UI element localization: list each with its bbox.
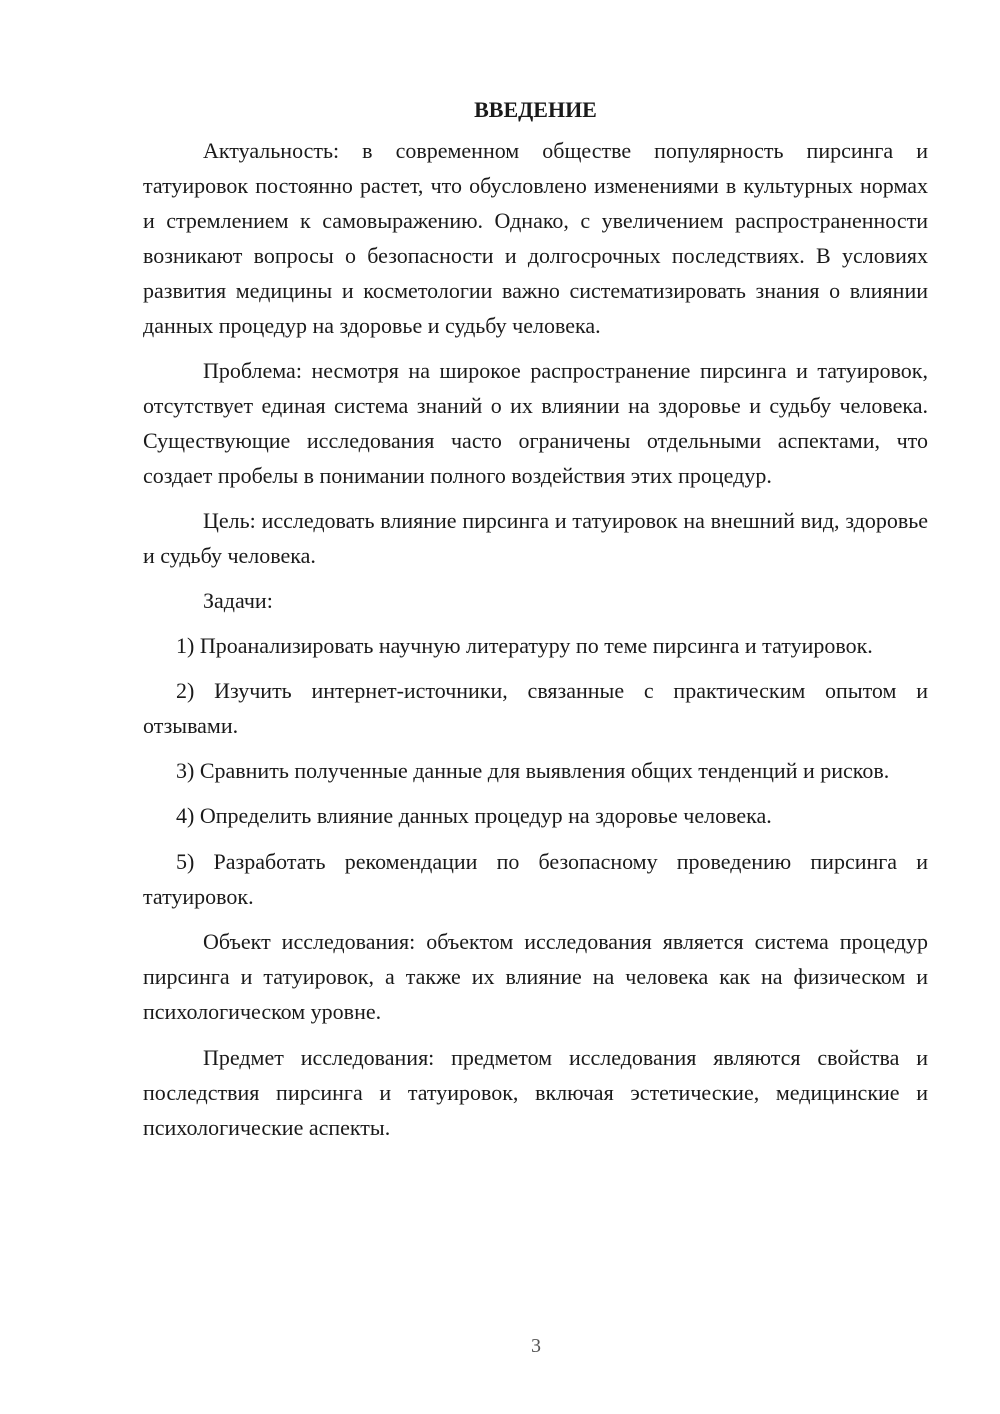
page-content	[143, 92, 928, 1145]
section-title: ВВЕДЕНИЕ	[474, 97, 597, 122]
task-item: 2) Изучить интернет-источники, связанные с практическим опытом и отзывами.	[143, 678, 928, 738]
paragraph-object: Объект исследования: объектом исследования является система процедур пирсинга и татуировок, а также их влияние на человека как на физическом и психологическом уровне.	[143, 929, 928, 1024]
paragraph-tasks-heading: Задачи:	[203, 588, 273, 613]
paragraph-relevance: Актуальность: в современном обществе популярность пирсинга и татуировок постоянно растет, что обусловлено изменениями в культурных нормах и стремлением к самовыражению. Однако, с увеличением распространенности возникают вопросы о безопасности и долгосрочных последствиях. В условиях развития медицины и косметологии важно систематизировать знания о влиянии данных процедур на здоровье и судьбу человека.	[143, 138, 928, 338]
paragraph-subject: Предмет исследования: предметом исследования являются свойства и последствия пирсинга и татуировок, включая эстетические, медицинские и психологические аспекты.	[143, 1045, 928, 1140]
task-item: 3) Сравнить полученные данные для выявления общих тенденций и рисков.	[176, 758, 890, 783]
paragraph-goal: Цель: исследовать влияние пирсинга и татуировок на внешний вид, здоровье и судьбу человека.	[143, 508, 928, 568]
page-number: 3	[531, 1335, 541, 1357]
task-item: 5) Разработать рекомендации по безопасному проведению пирсинга и татуировок.	[143, 849, 928, 909]
task-item: 4) Определить влияние данных процедур на здоровье человека.	[176, 803, 772, 828]
task-item: 1) Проанализировать научную литературу по теме пирсинга и татуировок.	[176, 633, 873, 658]
paragraph-problem: Проблема: несмотря на широкое распространение пирсинга и татуировок, отсутствует единая система знаний о их влиянии на здоровье и судьбу человека. Существующие исследования часто ограничены отдельными аспектами, что создает пробелы в понимании полного воздействия этих процедур.	[143, 358, 928, 488]
